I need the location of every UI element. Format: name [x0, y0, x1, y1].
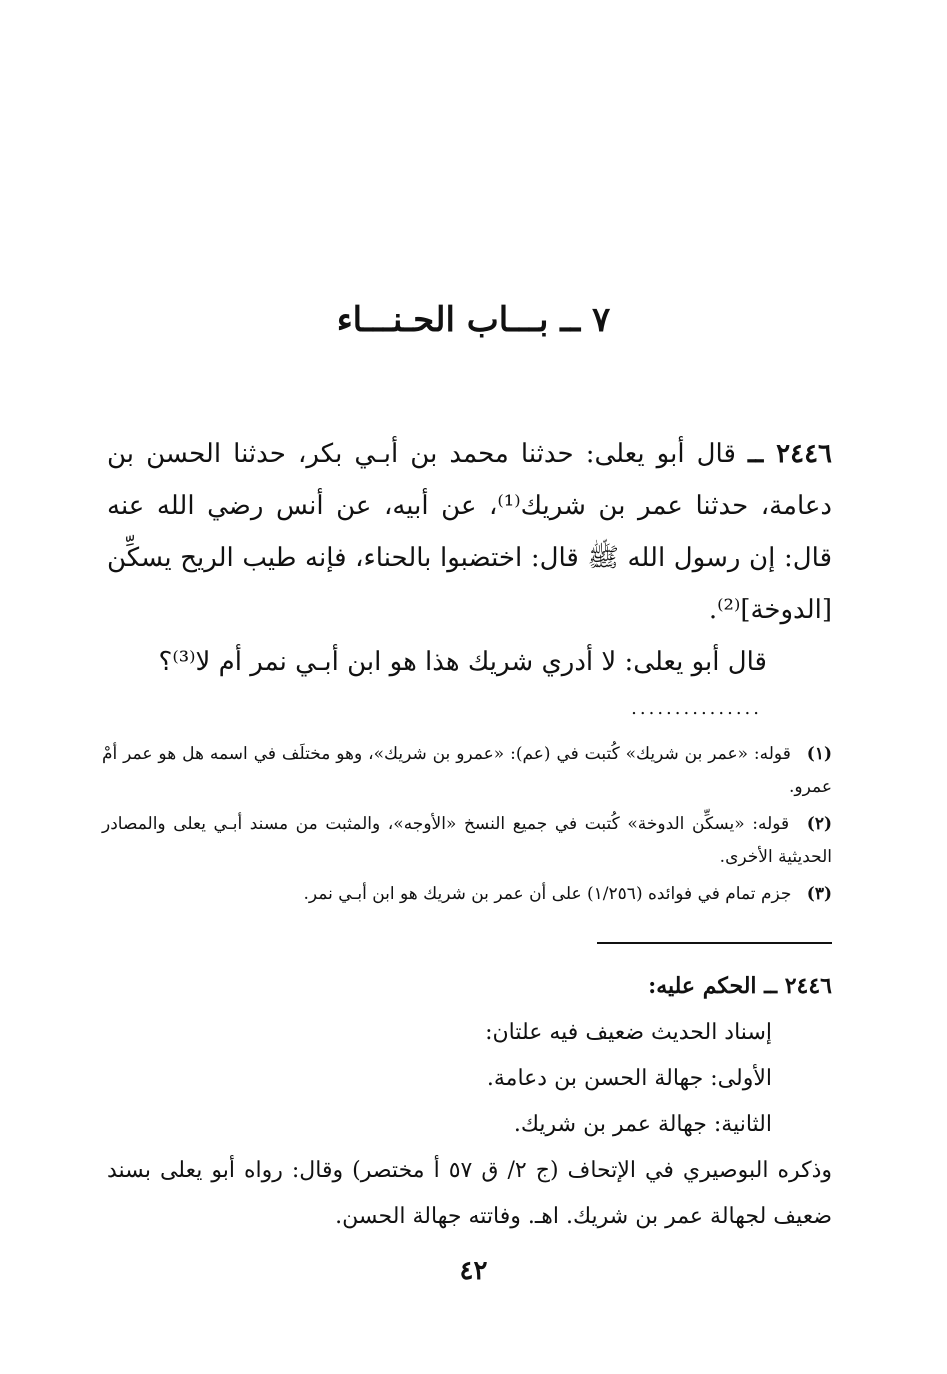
footnote-number: (١) — [806, 744, 832, 764]
ruling-line: الثانية: جهالة عمر بن شريك. — [513, 1112, 772, 1137]
footnote-text: قوله: «عمر بن شريك» كُتبت في (عم): «عمرو بن شريك»، وهو مختلَف في اسمه هل هو عمر أمْ عمرو. — [102, 744, 832, 797]
footnote-text: جزم تمام في فوائده (١/٢٥٦) على أن عمر بن شريك هو ابن أبـي نمر. — [303, 884, 792, 904]
hadith-number: ٢٤٤٦ ــ — [748, 439, 833, 469]
hadith-text: قال أبو يعلى: حدثنا محمد بن أبـي بكر، حدثنا الحسن بن دعامة، حدثنا عمر بن شريك⁽¹⁾، عن أبيه، عن أنس رضي الله عنه قال: إن رسول الله ﷺ قال: اختضبوا بالحناء، فإنه طيب الريح يسكِّن [الدوخة]⁽²⁾. — [107, 439, 832, 625]
footnote-number: (٣) — [806, 884, 832, 904]
ruling-line: الأولى: جهالة الحسن بن دعامة. — [486, 1066, 772, 1091]
footnote-2 — [102, 808, 832, 874]
footnote-number: (٢) — [806, 814, 833, 834]
ruling-block — [107, 1010, 832, 1240]
hadith-text-block — [107, 428, 832, 636]
chapter-title: ٧ ــ بـــاب الحـنـــاء — [336, 300, 611, 340]
ruling-line: وذكره البوصيري في الإتحاف (ج ٢/ ق ٥٧ أ مختصر) وقال: رواه أبو يعلى بسند ضعيف لجهالة عمر بن شريك. اهـ. وفاتته جهالة الحسن. — [107, 1158, 833, 1229]
footnote-dots-divider: ............... — [631, 698, 762, 719]
ruling-line: إسناد الحديث ضعيف فيه علتان: — [485, 1020, 772, 1045]
footnotes-list — [102, 738, 832, 915]
ruling-heading: ٢٤٤٦ ــ الحكم عليه: — [648, 973, 832, 999]
section-separator-line — [597, 942, 832, 944]
abu-yala-note: قال أبو يعلى: لا أدري شريك هذا هو ابن أبـي نمر أم لا⁽³⁾؟ — [158, 647, 767, 677]
footnote-text: قوله: «يسكِّن الدوخة» كُتبت في جميع النسخ «الأوجه»، والمثبت من مسند أبـي يعلى والمصادر الحديثية الأخرى. — [102, 814, 832, 867]
footnote-3 — [102, 878, 832, 911]
page-number: ٤٢ — [459, 1256, 488, 1286]
footnote-1 — [102, 738, 832, 804]
